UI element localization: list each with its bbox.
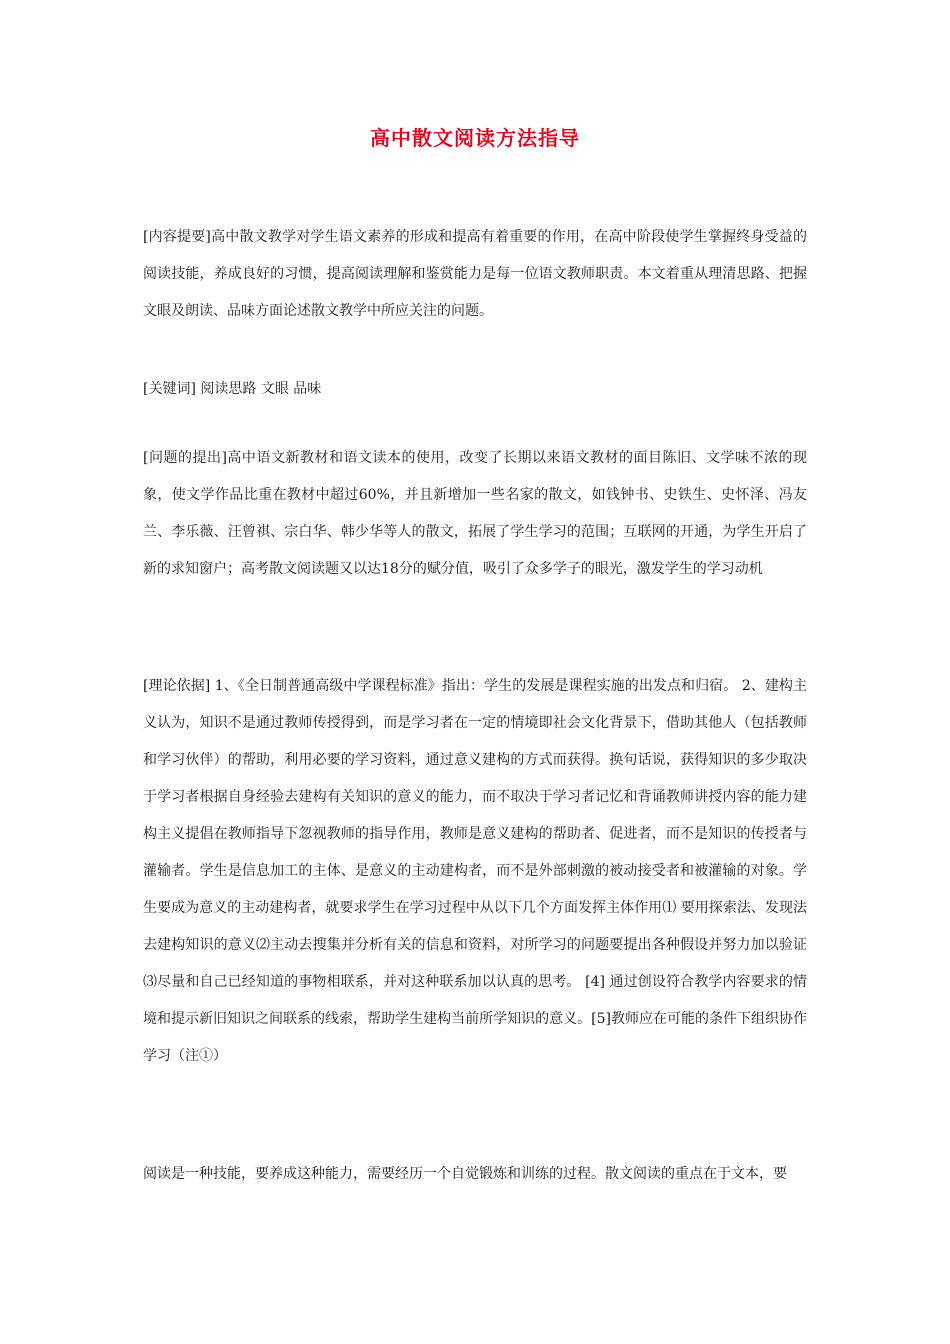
summary-paragraph: [内容提要]高中散文教学对学生语文素养的形成和提高有着重要的作用，在高中阶段使学生掌握终身受益的阅读技能，养成良好的习惯，提高阅读理解和鉴赏能力是每一位语文教师职责。本文着重从理清思路、把握文眼及朗读、品味方面论述散文教学中所应关注的问题。	[143, 229, 807, 319]
theoretical-basis-paragraph: [理论依据] 1、《全日制普通高级中学课程标准》指出：学生的发展是课程实施的出发点和归宿。 2、建构主义认为，知识不是通过教师传授得到，而是学习者在一定的情境即社会文化背景下，借助其他人（包括教师和学习伙伴）的帮助，利用必要的学习资料，通过意义建构的方式而获得。换句话说，获得知识的多少取决于学习者根据自身经验去建构有关知识的意义的能力，而不取决于学习者记忆和背诵教师讲授内容的能力建构主义提倡在教师指导下忽视教师的指导作用，教师是意义建构的帮助者、促进者，而不是知识的传授者与灌输者。学生是信息加工的主体、是意义的主动建构者，而不是外部刺激的被动接受者和被灌输的对象。学生要成为意义的主动建构者，就要求学生在学习过程中从以下几个方面发挥主体作用⑴ 要用探索法、发现法去建构知识的意义⑵主动去搜集并分析有关的信息和资料，对所学习的问题要提出各种假设并努力加以验证 ⑶尽量和自己已经知道的事物相联系，并对这种联系加以认真的思考。 [4] 通过创设符合教学内容要求的情境和提示新旧知识之间联系的线索，帮助学生建构当前所学知识的意义。[5]教师应在可能的条件下组织协作学习（注①）	[143, 678, 807, 1064]
problem-statement-paragraph: [问题的提出]高中语文新教材和语文读本的使用，改变了长期以来语文教材的面目陈旧、文学味不浓的现象，使文学作品比重在教材中超过60%，并且新增加一些名家的散文，如钱钟书、史铁生、史怀泽、冯友兰、李乐薇、汪曾祺、宗白华、韩少华等人的散文，拓展了学生学习的范围；互联网的开通，为学生开启了新的求知窗户；高考散文阅读题又以达18分的赋分值，吸引了众多学子的眼光，激发学生的学习动机	[143, 450, 807, 577]
keywords-paragraph: [关键词] 阅读思路 文眼 品味	[143, 381, 322, 397]
reading-paragraph: 阅读是一种技能，要养成这种能力，需要经历一个自觉锻炼和训练的过程。散文阅读的重点在于文本，要	[143, 1166, 787, 1182]
page-title: 高中散文阅读方法指导	[370, 126, 580, 150]
